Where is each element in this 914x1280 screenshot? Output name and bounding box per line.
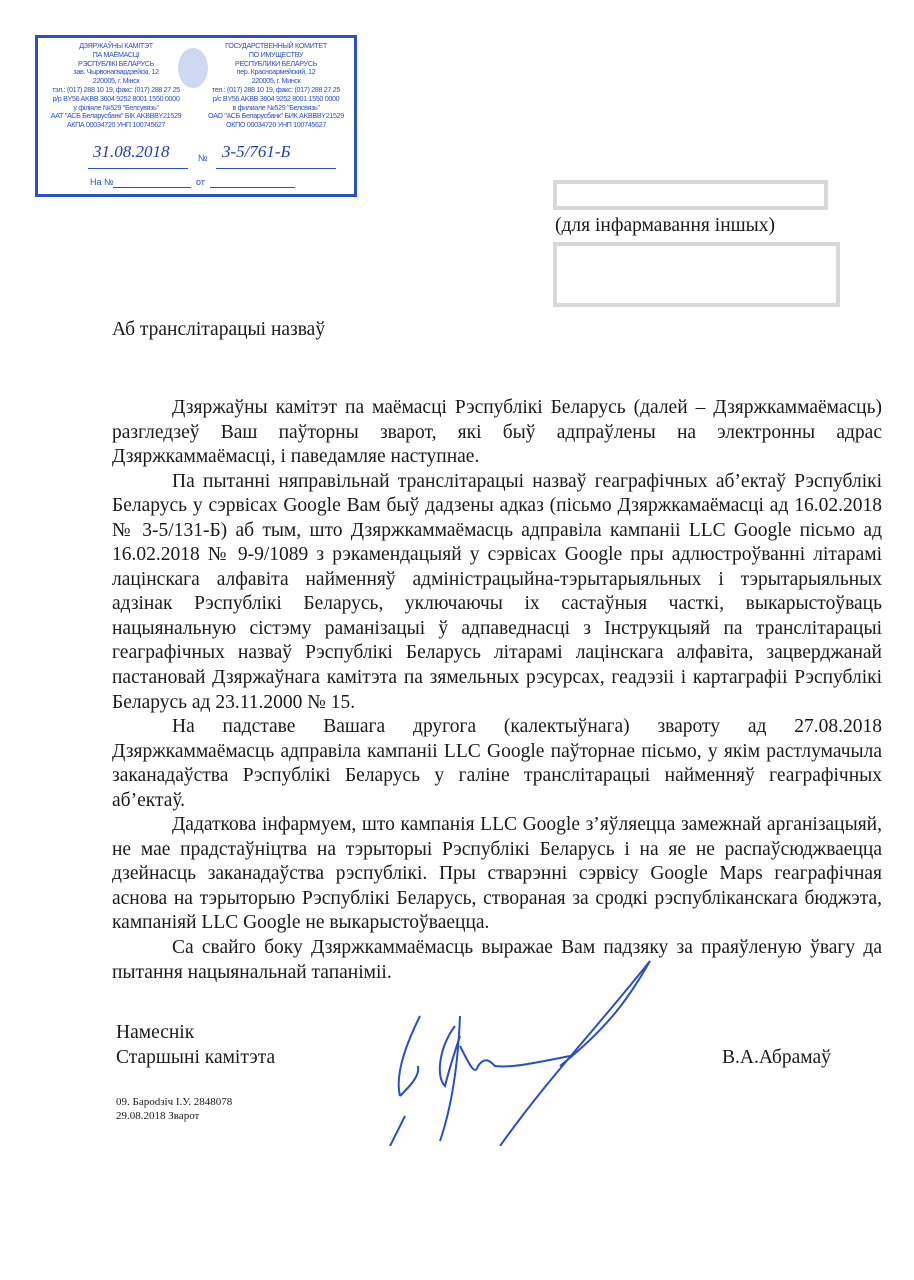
- paragraph: На падставе Вашага другога (калектыўнага) звароту ад 27.08.2018 Дзяржкаммаёмасць адправіла кампаніі LLC Google паўторнае пісьмо, у якім растлумачыла заканадаўства Рэспублікі Беларусь у галіне транслітарацыі найменняў геаграфічных аб’ектаў.: [112, 716, 882, 811]
- stamp-line: у філіяле №529 "Белсувязь": [73, 102, 159, 112]
- reference-note: 29.08.2018 Зварот: [116, 1110, 200, 1123]
- stamp-line: тэл.: (017) 288 10 19, факс: (017) 288 27 25: [52, 84, 180, 94]
- stamp-number-label: №: [198, 153, 208, 163]
- stamp-ref-label: На №: [90, 177, 114, 187]
- stamp-line: р/р BY56 AKBB 3604 9252 8001 1550 0000: [52, 93, 180, 103]
- stamp-line: 220005, г. Минск: [251, 76, 301, 86]
- letter-content: [112, 396, 882, 1123]
- stamp-from-label: от: [196, 177, 205, 187]
- stamp-line: ОКПО 00034720 УНП 100745627: [226, 120, 326, 130]
- stamp-date: 31.08.2018: [93, 142, 170, 161]
- signatory-title-line2: Старшыні камітэта: [116, 1047, 276, 1069]
- stamp-line: зав. Чырвонагвардзейскі, 12: [73, 67, 159, 77]
- stamp-line: АКПА 00034720 УНП 100745627: [66, 120, 166, 130]
- executor-info: 09. Барodзіч І.У. 2848078: [116, 1096, 233, 1109]
- signatory-name: В.А.Абрамаў: [722, 1047, 831, 1069]
- stamp-left-block: [40, 42, 192, 130]
- paragraph: Дадаткова інфармуем, што кампанія LLC Google з’яўляецца замежнай арганізацыяй, не мае прадстаўніцтва на тэрыторыі Рэспублікі Беларусь і на яе не распаўсюджваецца дзейнасць заканадаўства рэспублікі. Пры стварэнні сэрвісу Google Maps геаграфічная аснова на тэрыторыю Рэспублікі Беларусь, створаная за сродкі рэспубліканскага бюджэта, кампаніяй LLC Google не выкарыстоўваецца.: [112, 814, 882, 934]
- stamp-line: ГОСУДАРСТВЕННЫЙ КОМИТЕТ: [225, 41, 327, 50]
- signatory-title-line1: Намеснік: [116, 1022, 195, 1044]
- redacted-recipient: [553, 180, 828, 210]
- stamp-line: ДЗЯРЖАЎНЫ КАМІТЭТ: [79, 41, 153, 50]
- stamp-line: РЕСПУБЛИКИ БЕЛАРУСЬ: [235, 58, 317, 68]
- paragraph: Па пытанні няправільнай транслітарацыі назваў геаграфічных аб’ектаў Рэспублікі Беларусь у сэрвісах Google Вам быў дадзены адказ (пісьмо Дзяржкамаёмасці ад 16.02.2018 № 3-5/131-Б) аб тым, што Дзяржкаммаёмасць адправіла кампаніі LLC Google пісьмо ад 16.02.2018 № 9-9/1089 з рэкамендацыяй у сэрвісах Google пры адлюстроўванні літарамі лацінскага алфавіта найменняў адміністрацыйна-тэрытарыяльных і тэрытарыяльных адзінак Рэспублікі Беларусь, уключаючы іх састаўныя часткі, выкарыстоўваць нацыянальную сістэму раманізацыі ў адпаведнасці з Інструкцыяй па транслітарацыі геаграфічных назваў Рэспублікі Беларусь літарамі лацінскага алфавіта, зацверджанай пастановай Дзяржаўнага камітэта па зямельных рэсурсах, геадэзіі і картаграфіі Рэспублікі Беларусь ад 23.11.2000 № 15.: [112, 470, 882, 713]
- stamp-line: РЭСПУБЛІКІ БЕЛАРУСЬ: [78, 58, 154, 68]
- stamp-line: 220005, г. Мінск: [92, 76, 140, 86]
- stamp-line: ААТ "АСБ Беларусбанк" БІК AKBBBY21529: [50, 111, 182, 121]
- paragraph: Дзяржаўны камітэт па маёмасці Рэспублікі Беларусь (далей – Дзяржкаммаёмасць) разгледзеў Ваш паўторны зварот, які быў адпраўлены на электронны адрас Дзяржкаммаёмасці, і паведамляе наступнае.: [112, 397, 882, 468]
- stamp-line: пер. Красноармейский, 12: [236, 67, 316, 77]
- stamp-line: р/с BY56 AKBB 3604 9252 8001 1550 0000: [212, 93, 340, 103]
- stamp-line: ОАО "АСБ Беларусбанк" БИК AKBBBY21529: [208, 111, 344, 121]
- registration-stamp: [35, 35, 357, 197]
- stamp-number: 3-5/761-Б: [222, 142, 291, 161]
- signature-block: [112, 1021, 882, 1095]
- stamp-line: в филиале №529 "Белсвязь": [232, 102, 320, 112]
- redacted-address: [553, 242, 840, 307]
- stamp-line: ПО ИМУЩЕСТВУ: [248, 49, 304, 59]
- letter-body: [112, 396, 882, 985]
- recipient-note: (для інфармавання іншых): [555, 215, 775, 236]
- stamp-line: ПА МАЁМАСЦІ: [92, 49, 140, 59]
- letter-subject: Аб транслітарацыі назваў: [112, 319, 326, 340]
- stamp-right-block: [200, 42, 352, 130]
- paragraph: Са свайго боку Дзяржкаммаёмасць выражае Вам падзяку за праяўленую ўвагу да пытання нацыянальнай тапаніміі.: [112, 937, 882, 983]
- stamp-line: тел.: (017) 288 10 19, факс: (017) 288 27 25: [212, 84, 340, 94]
